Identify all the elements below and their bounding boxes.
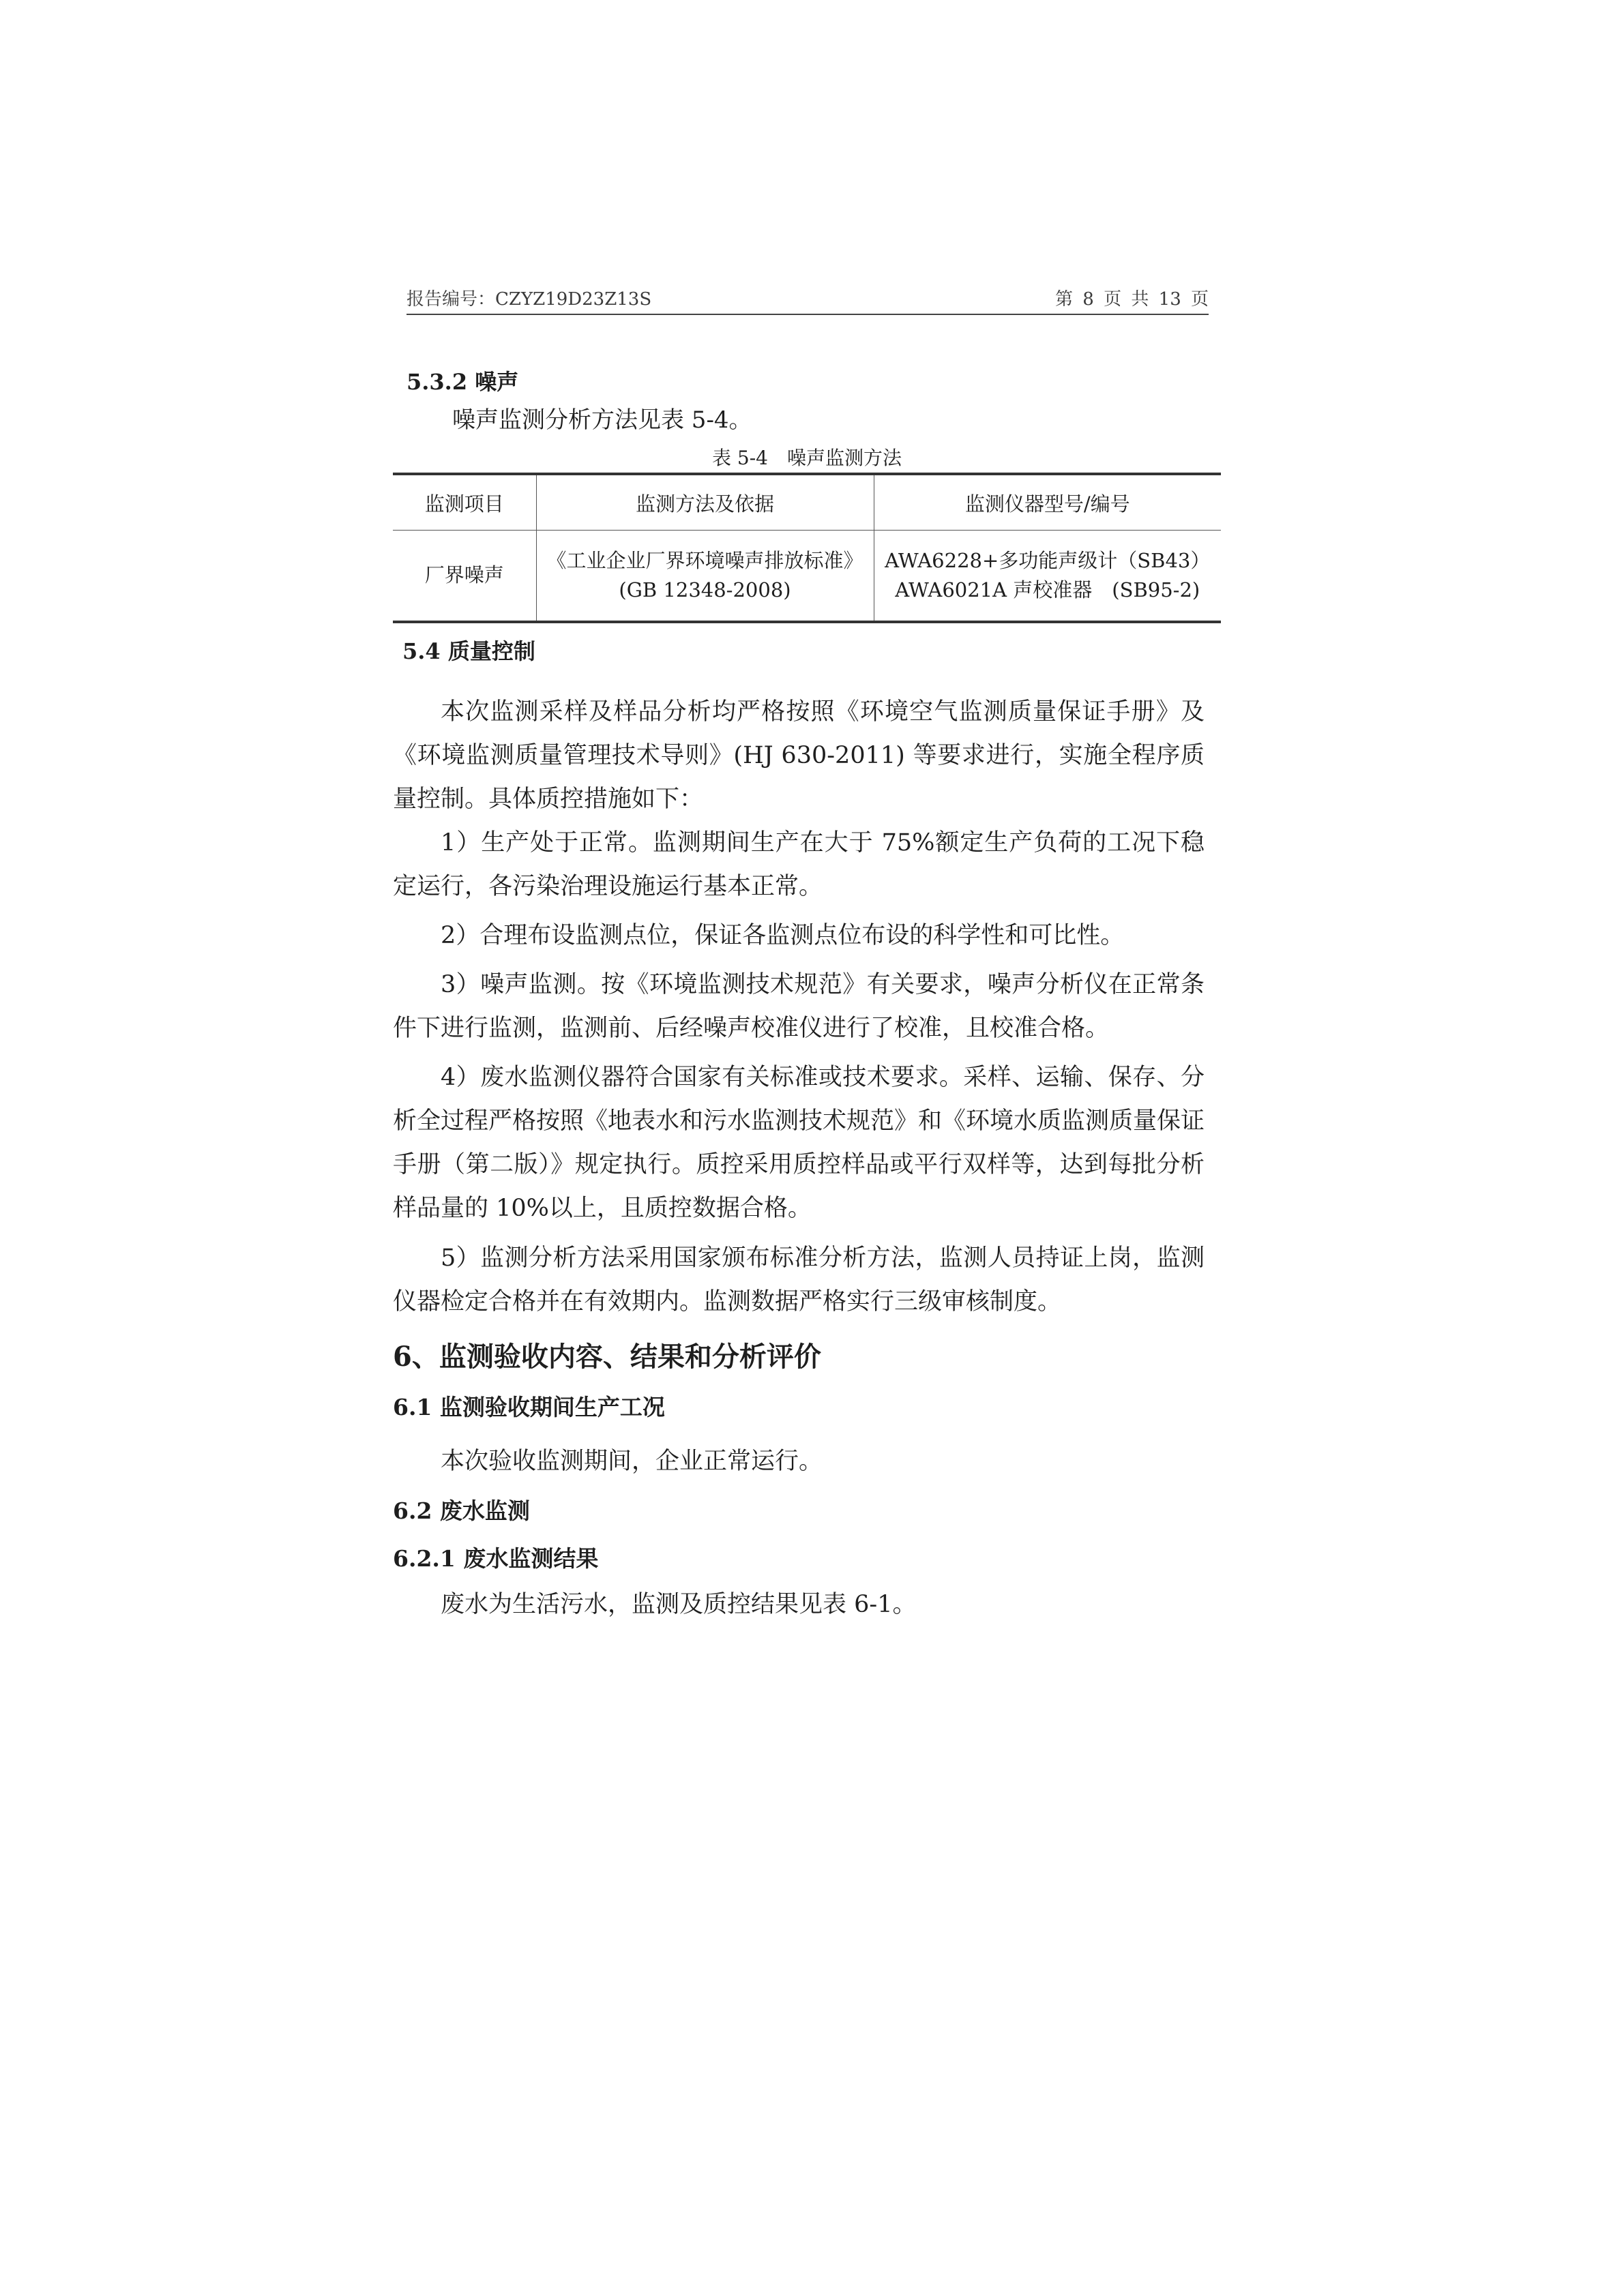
table-header-row (393, 474, 1221, 531)
cell-method (536, 531, 874, 623)
noise-intro-text: 噪声监测分析方法见表 5-4。 (452, 406, 752, 434)
heading-5-3-2: 5.3.2 噪声 (407, 369, 519, 395)
s61-text: 本次验收监测期间，企业正常运行。 (441, 1448, 823, 1475)
instrument-line-2: AWA6021A 声校准器 (SB95-2) (895, 578, 1200, 601)
quality-control-intro: 本次监测采样及样品分析均严格按照《环境空气监测质量保证手册》及《环境监测质量管理技术导则》(HJ 630-2011) 等要求进行，实施全程序质量控制。具体质控措施如下： (393, 698, 1205, 813)
col-header-instrument: 监测仪器型号/编号 (874, 474, 1221, 531)
instrument-line-1: AWA6228+多功能声级计（SB43） (885, 548, 1211, 572)
col-header-item: 监测项目 (424, 492, 504, 516)
qc-item-2: 2）合理布设监测点位，保证各监测点位布设的科学性和可比性。 (441, 922, 1125, 949)
qc-item-3: 3）噪声监测。按《环境监测技术规范》有关要求，噪声分析仪在正常条件下进行监测，监测前、后经噪声校准仪进行了校准，且校准合格。 (393, 971, 1205, 1042)
report-number: 报告编号：CZYZ19D23Z13S (407, 289, 652, 310)
qc-item-5: 5）监测分析方法采用国家颁布标准分析方法，监测人员持证上岗，监测仪器检定合格并在有效期内。监测数据严格实行三级审核制度。 (393, 1244, 1205, 1315)
noise-method-table (393, 473, 1221, 623)
page-indicator: 第 8 页 共 13 页 (1055, 289, 1209, 310)
page-header (407, 285, 1209, 315)
heading-6: 6、监测验收内容、结果和分析评价 (393, 1341, 821, 1373)
s621-text: 废水为生活污水，监测及质控结果见表 6-1。 (441, 1591, 917, 1618)
cell-item: 厂界噪声 (424, 563, 504, 587)
method-line-2: (GB 12348-2008) (619, 578, 791, 601)
qc-item-4: 4）废水监测仪器符合国家有关标准或技术要求。采样、运输、保存、分析全过程严格按照《地表水和污水监测技术规范》和《环境水质监测质量保证手册（第二版）》规定执行。质控采用质控样品或平行双样等，达到每批分析样品量的 10%以上，且质控数据合格。 (393, 1064, 1205, 1222)
cell-instrument (874, 531, 1221, 623)
heading-5-4: 5.4 质量控制 (402, 638, 535, 664)
heading-6-1: 6.1 监测验收期间生产工况 (393, 1394, 665, 1420)
heading-6-2-1: 6.2.1 废水监测结果 (393, 1545, 599, 1572)
method-line-1: 《工业企业厂界环境噪声排放标准》 (546, 548, 863, 572)
qc-item-1: 1）生产处于正常。监测期间生产在大于 75%额定生产负荷的工况下稳定运行，各污染治理设施运行基本正常。 (393, 829, 1205, 900)
heading-6-2: 6.2 废水监测 (393, 1497, 530, 1524)
table-caption: 表 5-4 噪声监测方法 (712, 447, 902, 469)
col-header-method: 监测方法及依据 (536, 474, 874, 531)
table-row (393, 531, 1221, 623)
